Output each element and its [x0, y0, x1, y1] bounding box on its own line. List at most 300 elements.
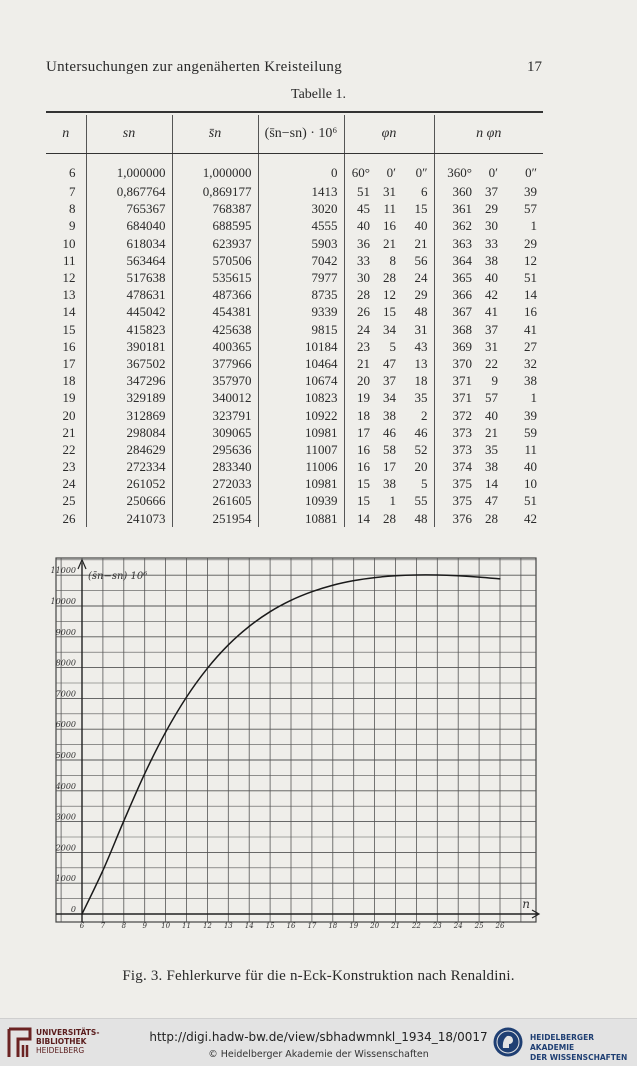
table-cell: 1,000000: [172, 154, 258, 184]
x-tick-label: 16: [286, 922, 296, 930]
x-tick-label: 9: [142, 922, 147, 930]
table-cell: 39: [524, 407, 537, 423]
table-cell: 55: [414, 493, 428, 509]
table-cell: 362: [434, 217, 478, 234]
table-cell: 1: [530, 390, 537, 406]
data-point: [102, 870, 103, 871]
table-cell: 0,869177: [172, 183, 258, 200]
data-point: [270, 611, 271, 612]
table-cell: 371: [434, 372, 478, 389]
academy-seal-icon: [492, 1026, 524, 1058]
data-point: [207, 668, 208, 669]
table-cell: 365: [434, 269, 478, 286]
table-cell: 11: [383, 201, 396, 217]
table-cell: 375: [434, 492, 478, 509]
table-cell: 25: [62, 493, 76, 509]
table-cell: 27: [524, 338, 537, 354]
table-cell: 8: [69, 201, 76, 217]
table-cell: 48: [414, 304, 428, 320]
data-point: [81, 913, 82, 914]
table-cell: 0,867764: [86, 183, 172, 200]
col-header-diff: (s̄n−sn) · 10⁶: [258, 115, 344, 154]
x-tick-label: 21: [391, 922, 400, 930]
table-cell: 38: [524, 373, 537, 389]
table-row: [46, 252, 543, 269]
table-cell: 241073: [86, 510, 172, 527]
table-cell: 0″: [415, 165, 428, 180]
data-point: [479, 576, 480, 577]
table-row: [46, 200, 543, 217]
table-cell: 768387: [172, 200, 258, 217]
table-row: [46, 424, 543, 441]
x-tick-label: 12: [202, 922, 212, 930]
table-cell: 15: [344, 492, 376, 509]
table-cell: 21: [344, 355, 376, 372]
table-cell: 46: [414, 424, 428, 440]
y-tick-label: 8000: [55, 658, 76, 668]
library-line: HEIDELBERG: [36, 1046, 85, 1055]
table-cell: 15: [344, 475, 376, 492]
table-cell: 15: [62, 321, 76, 337]
table-cell: 10: [62, 235, 76, 251]
table-cell: 309065: [172, 424, 258, 441]
table-cell: 21: [485, 424, 498, 440]
table-cell: 261605: [172, 492, 258, 509]
table-cell: 21: [62, 424, 76, 440]
table-cell: 22: [62, 441, 76, 457]
table-cell: 28: [344, 286, 376, 303]
y-tick-label: 11000: [50, 566, 76, 576]
data-table: [46, 115, 543, 527]
table-cell: 35: [485, 441, 498, 457]
table-cell: 9: [69, 218, 76, 234]
table-cell: 2: [421, 407, 428, 423]
table-cell: 24: [414, 270, 428, 286]
table-cell: 340012: [172, 389, 258, 406]
data-point: [290, 600, 291, 601]
table-cell: 38: [485, 459, 498, 475]
table-cell: 10922: [258, 406, 344, 423]
table-row: [46, 372, 543, 389]
table-cell: 40: [485, 270, 498, 286]
table-cell: 368: [434, 321, 478, 338]
table-cell: 1: [389, 493, 396, 509]
table-cell: 14: [344, 510, 376, 527]
x-tick-label: 22: [411, 922, 421, 930]
table-cell: 425638: [172, 321, 258, 338]
table-row: [46, 183, 543, 200]
table-cell: 57: [524, 201, 537, 217]
table-cell: 367502: [86, 355, 172, 372]
table-cell: 367: [434, 303, 478, 320]
table-cell: 38: [383, 476, 396, 492]
table-cell: 10184: [258, 338, 344, 355]
table-cell: 329189: [86, 389, 172, 406]
table-cell: 366: [434, 286, 478, 303]
table-cell: 535615: [172, 269, 258, 286]
table-cell: 11006: [258, 458, 344, 475]
table-cell: 370: [434, 355, 478, 372]
table-cell: 59: [524, 424, 537, 440]
data-point: [249, 626, 250, 627]
table-cell: 6: [69, 165, 76, 180]
table-cell: 10464: [258, 355, 344, 372]
table-cell: 56: [414, 252, 428, 268]
table-cell: 8735: [258, 286, 344, 303]
y-tick-label: 2000: [55, 843, 76, 853]
table-cell: 16: [62, 338, 76, 354]
table-cell: 415823: [86, 321, 172, 338]
table-cell: 58: [383, 441, 396, 457]
table-cell: 20: [414, 459, 428, 475]
table-cell: 14: [62, 304, 76, 320]
table-cell: 323791: [172, 406, 258, 423]
table-row: [46, 321, 543, 338]
table-cell: 35: [414, 390, 428, 406]
table-title: Tabelle 1.: [291, 87, 346, 102]
y-tick-label: 5000: [55, 751, 76, 760]
table-cell: 1,000000: [86, 154, 172, 184]
y-axis-label: (s̄n−sn) 10⁶: [88, 571, 148, 583]
table-cell: 10674: [258, 372, 344, 389]
data-point: [144, 773, 145, 774]
x-tick-label: 8: [121, 922, 127, 930]
data-point: [123, 820, 124, 821]
table-cell: 41: [524, 321, 537, 337]
table-cell: 373: [434, 424, 478, 441]
table-row: [46, 338, 543, 355]
table-cell: 22: [485, 355, 498, 371]
table-cell: 0′: [488, 165, 498, 180]
table-cell: 42: [485, 287, 498, 303]
table-cell: 30: [344, 269, 376, 286]
table-cell: 10881: [258, 510, 344, 527]
table-cell: 24: [62, 476, 76, 492]
data-point: [374, 577, 375, 578]
x-tick-label: 25: [474, 922, 484, 930]
table-cell: 47: [383, 355, 396, 371]
table-cell: 37: [485, 321, 498, 337]
table-cell: 32: [524, 355, 537, 371]
table-cell: 347296: [86, 372, 172, 389]
table-cell: 765367: [86, 200, 172, 217]
table-cell: 1: [530, 218, 537, 234]
table-cell: 10981: [258, 424, 344, 441]
table-cell: 16: [524, 304, 537, 320]
table-cell: 3020: [258, 200, 344, 217]
table-top-rule: [46, 111, 543, 113]
table-cell: 37: [383, 373, 396, 389]
table-cell: 623937: [172, 235, 258, 252]
x-tick-label: 11: [182, 922, 191, 930]
table-cell: 1413: [258, 183, 344, 200]
table-cell: 31: [414, 321, 428, 337]
library-line: BIBLIOTHEK: [36, 1037, 87, 1046]
data-point: [499, 578, 500, 579]
table-cell: 10939: [258, 492, 344, 509]
table-cell: 18: [414, 373, 428, 389]
x-tick-label: 10: [161, 922, 171, 930]
table-cell: 5: [421, 476, 428, 492]
data-point: [165, 732, 166, 733]
table-cell: 52: [414, 441, 428, 457]
table-cell: 12: [62, 270, 76, 286]
table-cell: 445042: [86, 303, 172, 320]
table-row: [46, 475, 543, 492]
table-cell: 375: [434, 475, 478, 492]
table-cell: 45: [344, 200, 376, 217]
col-header-n: n: [46, 115, 86, 154]
table-cell: 5903: [258, 235, 344, 252]
table-cell: 11007: [258, 441, 344, 458]
figure-caption: Fig. 3. Fehlerkurve für die n-Eck-Konstruktion nach Renaldini.: [122, 968, 515, 984]
table-cell: 0: [258, 154, 344, 184]
table-cell: 51: [524, 270, 537, 286]
table-cell: 454381: [172, 303, 258, 320]
table-cell: 39: [524, 184, 537, 200]
table-cell: 16: [344, 441, 376, 458]
table-cell: 4555: [258, 217, 344, 234]
table-cell: 360: [434, 183, 478, 200]
table-cell: 261052: [86, 475, 172, 492]
table-cell: 6: [421, 184, 428, 200]
y-tick-label: 9000: [55, 627, 76, 637]
table-cell: 38: [383, 407, 396, 423]
table-cell: 29: [524, 235, 537, 251]
table-cell: 563464: [86, 252, 172, 269]
table-row: [46, 154, 543, 184]
y-tick-label: 1000: [55, 874, 76, 884]
x-tick-label: 20: [370, 922, 380, 930]
table-cell: 12: [383, 287, 396, 303]
y-tick-label: 4000: [55, 781, 76, 791]
library-line: UNIVERSITÄTS-: [36, 1028, 100, 1037]
table-cell: 18: [344, 406, 376, 423]
x-tick-label: 18: [328, 922, 338, 930]
table-cell: 17: [344, 424, 376, 441]
table-cell: 18: [62, 373, 76, 389]
table-cell: 369: [434, 338, 478, 355]
table-cell: 298084: [86, 424, 172, 441]
data-point: [353, 580, 354, 581]
table-cell: 10981: [258, 475, 344, 492]
academy-name: [530, 1033, 637, 1063]
table-cell: 20: [344, 372, 376, 389]
table-cell: 15: [414, 201, 428, 217]
y-tick-label: 6000: [55, 720, 76, 730]
table-cell: 684040: [86, 217, 172, 234]
table-cell: 42: [524, 510, 537, 526]
table-row: [46, 389, 543, 406]
y-tick-label: 7000: [55, 689, 76, 699]
table-cell: 38: [485, 252, 498, 268]
x-tick-label: 26: [495, 922, 505, 930]
y-tick-label: 0: [70, 905, 76, 914]
table-cell: 20: [62, 407, 76, 423]
table-cell: 51: [344, 183, 376, 200]
table-cell: 361: [434, 200, 478, 217]
table-cell: 40: [344, 217, 376, 234]
col-header-sn: sn: [86, 115, 172, 154]
table-cell: 377966: [172, 355, 258, 372]
table-cell: 34: [383, 321, 396, 337]
table-cell: 16: [383, 218, 396, 234]
table-cell: 517638: [86, 269, 172, 286]
table-cell: 250666: [86, 492, 172, 509]
table-cell: 24: [344, 321, 376, 338]
col-header-sn-bar: s̄n: [172, 115, 258, 154]
table-cell: 251954: [172, 510, 258, 527]
table-cell: 40: [524, 459, 537, 475]
table-cell: 0′: [386, 165, 396, 180]
x-tick-label: 19: [349, 922, 359, 930]
table-row: [46, 235, 543, 252]
x-tick-label: 14: [244, 922, 254, 930]
data-point: [311, 591, 312, 592]
running-header: Untersuchungen zur angenäherten Kreisteilung: [46, 59, 343, 75]
table-cell: 36: [344, 235, 376, 252]
table-row: [46, 286, 543, 303]
table-cell: 40: [485, 407, 498, 423]
table-cell: 272334: [86, 458, 172, 475]
table-cell: 57: [485, 390, 498, 406]
x-tick-label: 13: [223, 922, 233, 930]
table-cell: 40: [414, 218, 428, 234]
table-cell: 363: [434, 235, 478, 252]
col-header-phi: φn: [344, 115, 434, 154]
table-cell: 7: [69, 184, 76, 200]
table-cell: 360°: [434, 154, 478, 184]
table-cell: 14: [485, 476, 498, 492]
table-cell: 47: [485, 493, 498, 509]
table-cell: 37: [485, 184, 498, 200]
chart-svg: [46, 550, 546, 958]
table-row: [46, 303, 543, 320]
y-tick-label: 3000: [55, 812, 76, 822]
table-cell: 618034: [86, 235, 172, 252]
table-cell: 7042: [258, 252, 344, 269]
table-cell: 487366: [172, 286, 258, 303]
table-cell: 23: [62, 459, 76, 475]
table-cell: 31: [383, 184, 396, 200]
table-cell: 51: [524, 493, 537, 509]
data-point: [458, 575, 459, 576]
table-cell: 48: [414, 510, 428, 526]
table-cell: 11: [524, 441, 537, 457]
table-cell: 15: [383, 304, 396, 320]
table-cell: 9: [491, 373, 498, 389]
table-cell: 14: [524, 287, 537, 303]
table-cell: 312869: [86, 406, 172, 423]
error-curve-chart: [46, 550, 546, 958]
table-cell: 9339: [258, 303, 344, 320]
academy-line: DER WISSENSCHAFTEN: [530, 1053, 628, 1062]
table-cell: 43: [414, 338, 428, 354]
col-header-n-phi: n φn: [434, 115, 543, 154]
academy-line: HEIDELBERGER AKADEMIE: [530, 1033, 594, 1052]
table-cell: 19: [62, 390, 76, 406]
table-cell: 28: [383, 510, 396, 526]
table-cell: 29: [414, 287, 428, 303]
chart-frame: [56, 558, 536, 922]
table-cell: 13: [62, 287, 76, 303]
table-cell: 5: [389, 338, 396, 354]
table-cell: 41: [485, 304, 498, 320]
table-cell: 12: [524, 252, 537, 268]
table-cell: 11: [62, 252, 76, 268]
table-cell: 371: [434, 389, 478, 406]
table-cell: 7977: [258, 269, 344, 286]
table-cell: 33: [485, 235, 498, 251]
table-cell: 26: [344, 303, 376, 320]
data-point: [395, 575, 396, 576]
table-cell: 30: [485, 218, 498, 234]
data-point: [437, 574, 438, 575]
footer-bar: [0, 1018, 637, 1066]
table-cell: 0″: [525, 165, 537, 180]
table-cell: 26: [62, 510, 76, 526]
table-row: [46, 492, 543, 509]
table-cell: 23: [344, 338, 376, 355]
table-cell: 28: [383, 270, 396, 286]
table-cell: 21: [383, 235, 396, 251]
table-cell: 372: [434, 406, 478, 423]
table-row: [46, 269, 543, 286]
page-number: 17: [527, 59, 542, 75]
table-cell: 16: [344, 458, 376, 475]
table-cell: 10: [524, 476, 537, 492]
table-cell: 478631: [86, 286, 172, 303]
table-cell: 29: [485, 201, 498, 217]
table-cell: 284629: [86, 441, 172, 458]
table-cell: 28: [485, 510, 498, 526]
table-cell: 400365: [172, 338, 258, 355]
table-cell: 364: [434, 252, 478, 269]
x-tick-label: 23: [432, 922, 442, 930]
table-row: [46, 355, 543, 372]
x-tick-label: 6: [79, 922, 85, 930]
table-row: [46, 217, 543, 234]
table-cell: 17: [62, 355, 76, 371]
table-cell: 376: [434, 510, 478, 527]
table-cell: 688595: [172, 217, 258, 234]
data-point: [228, 644, 229, 645]
table-cell: 17: [383, 459, 396, 475]
table-cell: 8: [389, 252, 396, 268]
permalink-link[interactable]: http://digi.hadw-bw.de/view/sbhadwmnkl_1934_18/0017: [149, 1030, 488, 1044]
table-row: [46, 458, 543, 475]
table-cell: 60°: [344, 154, 376, 184]
table-cell: 272033: [172, 475, 258, 492]
copyright-notice: © Heidelberger Akademie der Wissenschaften: [208, 1049, 429, 1060]
x-tick-label: 7: [100, 922, 106, 930]
table-cell: 34: [383, 390, 396, 406]
table-cell: 21: [414, 235, 428, 251]
table-row: [46, 510, 543, 527]
x-tick-label: 17: [307, 922, 317, 930]
table-cell: 283340: [172, 458, 258, 475]
table-cell: 19: [344, 389, 376, 406]
table-cell: 295636: [172, 441, 258, 458]
table-cell: 10823: [258, 389, 344, 406]
data-point: [332, 585, 333, 586]
data-point: [186, 697, 187, 698]
table-cell: 390181: [86, 338, 172, 355]
table-cell: 46: [383, 424, 396, 440]
table-row: [46, 406, 543, 423]
x-tick-label: 24: [453, 922, 463, 930]
data-point: [416, 574, 417, 575]
